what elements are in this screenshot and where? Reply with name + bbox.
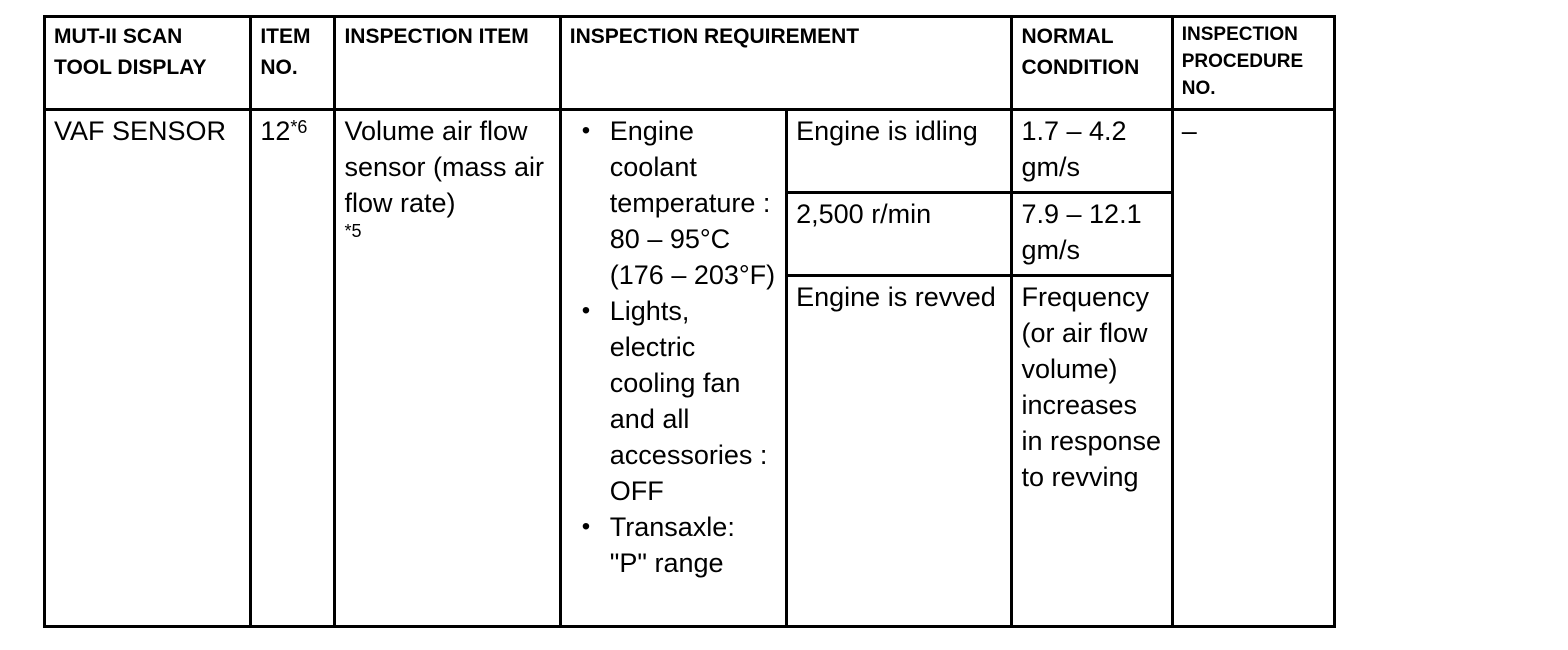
condition-text: Engine coolant temperature : 80 – 95°C (176 – 203°F) — [609, 116, 776, 290]
inspection-item-cell — [335, 110, 560, 627]
conditions-cell — [560, 110, 786, 627]
bullet-icon: • — [581, 117, 591, 144]
condition-text: Lights, electric cooling fan and all accessories : OFF — [609, 296, 768, 506]
item-no-value: 12 — [260, 116, 291, 146]
list-item — [570, 509, 777, 581]
requirement-cell: 2,500 r/min — [787, 193, 1012, 276]
list-item — [570, 113, 777, 293]
scan-tool-display-value: VAF SENSOR — [54, 116, 227, 146]
bullet-icon: • — [581, 297, 591, 324]
normal-condition-cell: 7.9 – 12.1 gm/s — [1012, 193, 1172, 276]
header-inspection-procedure-no: INSPECTION PROCEDURE NO. — [1172, 17, 1334, 110]
header-item-no: ITEM NO. — [251, 17, 335, 110]
normal-condition-cell: 1.7 – 4.2 gm/s — [1012, 110, 1172, 193]
requirement-cell: Engine is revved — [787, 276, 1012, 627]
bullet-icon: • — [581, 513, 591, 540]
normal-condition-cell: Frequency (or air flow volume) increases in response to revving — [1012, 276, 1172, 627]
conditions-list — [570, 113, 777, 581]
header-inspection-requirement: INSPECTION REQUIREMENT — [560, 17, 1012, 110]
item-no-cell — [251, 110, 335, 627]
header-scan-tool-display: MUT-II SCAN TOOL DISPLAY — [45, 17, 251, 110]
table-row — [45, 110, 1335, 193]
scan-tool-display-cell — [45, 110, 251, 627]
inspection-item-note: *5 — [344, 221, 362, 241]
inspection-procedure-cell: – — [1172, 110, 1334, 627]
header-inspection-item: INSPECTION ITEM — [335, 17, 560, 110]
inspection-item-value: Volume air flow sensor (mass air flow rate) — [344, 116, 544, 218]
item-no-note: *6 — [290, 117, 308, 137]
inspection-table — [43, 15, 1336, 628]
condition-text: Transaxle: "P" range — [609, 512, 735, 578]
header-row — [45, 17, 1335, 110]
requirement-cell: Engine is idling — [787, 110, 1012, 193]
header-normal-condition: NORMAL CONDITION — [1012, 17, 1172, 110]
list-item — [570, 293, 777, 509]
